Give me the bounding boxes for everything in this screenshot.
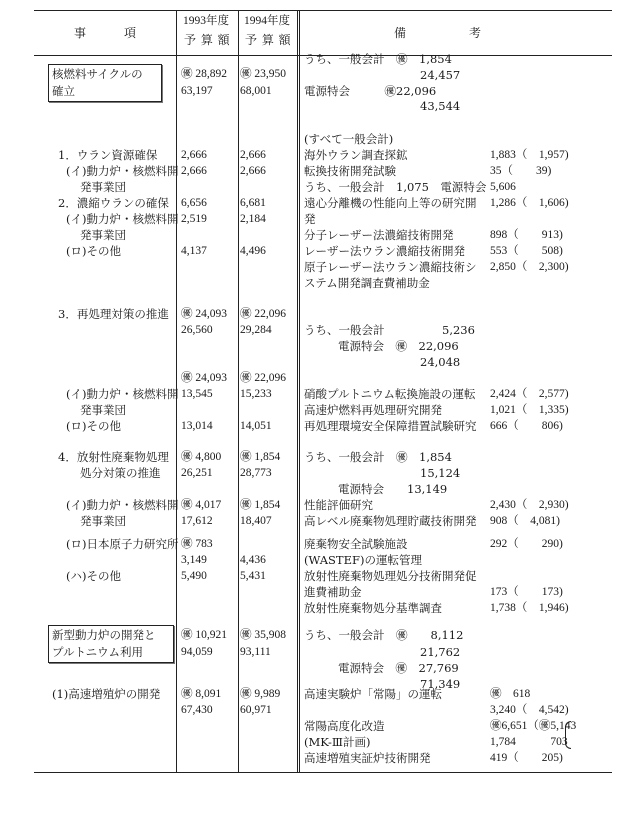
item-label: (イ)動力炉・核燃料開 bbox=[66, 387, 179, 401]
budget-1993-value: 2,666 bbox=[181, 149, 207, 161]
remarks-amount: 1,738（ 1,946) bbox=[490, 602, 569, 614]
remarks-text: 放射性廃棄物処分基準調査 bbox=[304, 601, 442, 615]
remarks-text: 電源特会 13,149 bbox=[338, 482, 448, 496]
budget-1993-value: ㊝ 28,892 bbox=[181, 68, 227, 80]
remarks-text: 再処理環境安全保障措置試験研究 bbox=[304, 419, 477, 433]
budget-1993-value: 2,519 bbox=[181, 213, 207, 225]
remarks-text: うち、一般会計 ㊝ 1,854 bbox=[304, 450, 452, 464]
remarks-text: 発 bbox=[304, 212, 316, 226]
remarks-amount: 2,850（ 2,300) bbox=[490, 261, 569, 273]
remarks-text: 電源特会 ㊝ 27,769 bbox=[338, 661, 459, 675]
remarks-amount: 419（ 205) bbox=[490, 752, 563, 764]
budget-1994-value: 2,666 bbox=[240, 165, 266, 177]
item-label: 発事業団 bbox=[80, 403, 126, 417]
header-1994-year: 1994年度 bbox=[244, 15, 290, 27]
budget-1993-value: 13,014 bbox=[181, 420, 213, 432]
item-label: (イ)動力炉・核燃料開 bbox=[66, 164, 179, 178]
remarks-text: うち、一般会計 ㊝ 8,112 bbox=[304, 628, 464, 642]
header-remarks: 備 考 bbox=[394, 26, 482, 40]
remarks-amount: 1,784 703 bbox=[490, 736, 568, 748]
item-label: (ロ)日本原子力研究所 bbox=[66, 537, 179, 551]
remarks-amount: 173（ 173) bbox=[490, 586, 563, 598]
budget-1993-value: 3,149 bbox=[181, 554, 207, 566]
item-label: (ロ)その他 bbox=[66, 244, 121, 258]
budget-1994-value: 6,681 bbox=[240, 197, 266, 209]
budget-1994-value: 5,431 bbox=[240, 570, 266, 582]
item-label: 発事業団 bbox=[80, 228, 126, 242]
remarks-amount: 35（ 39) bbox=[490, 165, 552, 177]
item-label: 発事業団 bbox=[80, 180, 126, 194]
remarks-amount: 2,430（ 2,930) bbox=[490, 499, 569, 511]
budget-1993-value: 26,560 bbox=[181, 324, 213, 336]
remarks-amount: 3,240（ 4,542) bbox=[490, 704, 569, 716]
budget-1993-value: 67,430 bbox=[181, 704, 213, 716]
remarks-text: 性能評価研究 bbox=[304, 498, 373, 512]
remarks-text: 高速増殖実証炉技術開発 bbox=[304, 751, 431, 765]
remarks-text: ステム開発調査費補助金 bbox=[304, 276, 430, 290]
budget-1993-value: 2,666 bbox=[181, 165, 207, 177]
remarks-text: 進費補助金 bbox=[304, 585, 362, 599]
item-label: (ハ)その他 bbox=[66, 569, 121, 583]
remarks-amount: ㊝6,651（㊝5,143 bbox=[490, 720, 577, 732]
budget-1993-value: 6,656 bbox=[181, 197, 207, 209]
budget-1994-value: 18,407 bbox=[240, 515, 272, 527]
remarks-amount: 908（ 4,081) bbox=[490, 515, 560, 527]
budget-1993-value: ㊝ 8,091 bbox=[181, 688, 222, 700]
remarks-text: 転換技術開発試験 bbox=[304, 164, 396, 178]
section-heading: 新型動力炉の開発と bbox=[52, 628, 156, 642]
remarks-amount: 1,021（ 1,335) bbox=[490, 404, 569, 416]
budget-1993-value: 17,612 bbox=[181, 515, 213, 527]
item-label: (イ)動力炉・核燃料開 bbox=[66, 498, 179, 512]
remarks-text: 遠心分離機の性能向上等の研究開 bbox=[304, 196, 477, 210]
budget-1993-value: 5,490 bbox=[181, 570, 207, 582]
remarks-text: 硝酸プルトニウム転換施設の運転 bbox=[304, 387, 476, 401]
remarks-text: 高速実験炉「常陽」の運転 bbox=[304, 687, 442, 701]
item-label: 3．再処理対策の推進 bbox=[58, 307, 169, 321]
budget-1994-value: 4,436 bbox=[240, 554, 266, 566]
remarks-amount: 2,424（ 2,577) bbox=[490, 388, 569, 400]
budget-1994-value: 2,666 bbox=[240, 149, 266, 161]
item-label: 4．放射性廃棄物処理 bbox=[58, 450, 169, 464]
item-label: 処分対策の推進 bbox=[80, 466, 161, 480]
budget-1993-value: ㊝ 4,017 bbox=[181, 499, 222, 511]
budget-1993-value: 4,137 bbox=[181, 245, 207, 257]
budget-1994-value: ㊝ 22,096 bbox=[240, 372, 286, 384]
item-label: (ロ)その他 bbox=[66, 419, 121, 433]
remarks-text: 常陽高度化改造 bbox=[304, 719, 385, 733]
remarks-text: 24,457 bbox=[420, 68, 461, 82]
remarks-text: 電源特会 ㊝22,096 bbox=[304, 84, 437, 98]
remarks-text: うち、一般会計 5,236 bbox=[304, 323, 475, 337]
budget-1994-value: 15,233 bbox=[240, 388, 272, 400]
header-1994-label: 予 算 額 bbox=[245, 33, 292, 47]
remarks-text: 電源特会 ㊝ 22,096 bbox=[338, 339, 459, 353]
budget-1994-value: 29,284 bbox=[240, 324, 272, 336]
remarks-text: 高速炉燃料再処理研究開発 bbox=[304, 403, 442, 417]
budget-1994-value: ㊝ 23,950 bbox=[240, 68, 286, 80]
budget-1994-value: ㊝ 9,989 bbox=[240, 688, 281, 700]
budget-1993-value: ㊝ 4,800 bbox=[181, 451, 222, 463]
item-label: 2．濃縮ウランの確保 bbox=[58, 196, 169, 210]
budget-1994-value: 2,184 bbox=[240, 213, 266, 225]
remarks-text: レーザー法ウラン濃縮技術開発 bbox=[304, 244, 465, 258]
remarks-amount: 1,286（ 1,606) bbox=[490, 197, 569, 209]
table-top-border bbox=[34, 10, 612, 11]
remarks-text: 原子レーザー法ウラン濃縮技術シ bbox=[304, 260, 477, 274]
budget-1993-value: 94,059 bbox=[181, 646, 213, 658]
col-divider-3 bbox=[297, 10, 300, 772]
remarks-text: (WASTEF)の運転管理 bbox=[304, 553, 422, 567]
header-1993-label: 予 算 額 bbox=[184, 33, 231, 47]
item-label: 1．ウラン資源確保 bbox=[58, 148, 158, 162]
header-1993-year: 1993年度 bbox=[183, 15, 229, 27]
remarks-text: 71,349 bbox=[420, 677, 461, 691]
budget-1993-value: ㊝ 24,093 bbox=[181, 308, 227, 320]
remarks-amount: 1,883（ 1,957) bbox=[490, 149, 569, 161]
remarks-text: 21,762 bbox=[420, 645, 461, 659]
remarks-text: 海外ウラン調査探鉱 bbox=[304, 148, 408, 162]
item-label: (イ)動力炉・核燃料開 bbox=[66, 212, 179, 226]
remarks-text: うち、一般会計 1,075 電源特会 bbox=[304, 180, 487, 194]
remarks-amount: 898（ 913) bbox=[490, 229, 563, 241]
section-heading: 核燃料サイクルの bbox=[52, 67, 143, 81]
budget-1994-value: 93,111 bbox=[240, 646, 271, 658]
remarks-text: 廃棄物安全試験施設 bbox=[304, 537, 408, 551]
budget-1994-value: 60,971 bbox=[240, 704, 272, 716]
section-heading: プルトニウム利用 bbox=[52, 645, 143, 659]
remarks-text: 43,544 bbox=[420, 99, 461, 113]
budget-1994-value: ㊝ 22,096 bbox=[240, 308, 286, 320]
remarks-text: うち、一般会計 ㊝ 1,854 bbox=[304, 52, 452, 66]
remarks-text: (MK-Ⅲ計画) bbox=[304, 735, 371, 749]
budget-1994-value: ㊝ 1,854 bbox=[240, 499, 281, 511]
budget-1993-value: ㊝ 10,921 bbox=[181, 629, 227, 641]
budget-1994-value: 28,773 bbox=[240, 467, 272, 479]
remarks-text: (すべて一般会計) bbox=[304, 132, 394, 146]
budget-1993-value: 63,197 bbox=[181, 85, 213, 97]
remarks-amount: ㊝ 618 bbox=[490, 688, 531, 700]
budget-1994-value: 14,051 bbox=[240, 420, 272, 432]
remarks-amount: 5,606 bbox=[490, 181, 516, 193]
budget-1993-value: ㊝ 783 bbox=[181, 538, 213, 550]
budget-1994-value: ㊝ 35,908 bbox=[240, 629, 286, 641]
remarks-text: 分子レーザー法濃縮技術開発 bbox=[304, 228, 454, 242]
remarks-text: 放射性廃棄物処理処分技術開発促 bbox=[304, 569, 477, 583]
col-divider-2 bbox=[238, 10, 239, 772]
remarks-amount: 553（ 508) bbox=[490, 245, 563, 257]
budget-1994-value: 68,001 bbox=[240, 85, 272, 97]
budget-1993-value: ㊝ 24,093 bbox=[181, 372, 227, 384]
item-label: 発事業団 bbox=[80, 514, 126, 528]
remarks-amount: 666（ 806) bbox=[490, 420, 563, 432]
remarks-amount: 292（ 290) bbox=[490, 538, 563, 550]
budget-1994-value: ㊝ 1,854 bbox=[240, 451, 281, 463]
budget-1993-value: 13,545 bbox=[181, 388, 213, 400]
table-bottom-border bbox=[34, 772, 612, 773]
section-heading: 確立 bbox=[52, 84, 75, 98]
remarks-text: 高レベル廃棄物処理貯蔵技術開発 bbox=[304, 514, 477, 528]
remarks-text: 24,048 bbox=[420, 355, 461, 369]
header-item: 事 項 bbox=[74, 26, 137, 40]
item-label: (1)高速増殖炉の開発 bbox=[52, 687, 161, 701]
budget-1994-value: 4,496 bbox=[240, 245, 266, 257]
remarks-text: 15,124 bbox=[420, 466, 461, 480]
budget-1993-value: 26,251 bbox=[181, 467, 213, 479]
